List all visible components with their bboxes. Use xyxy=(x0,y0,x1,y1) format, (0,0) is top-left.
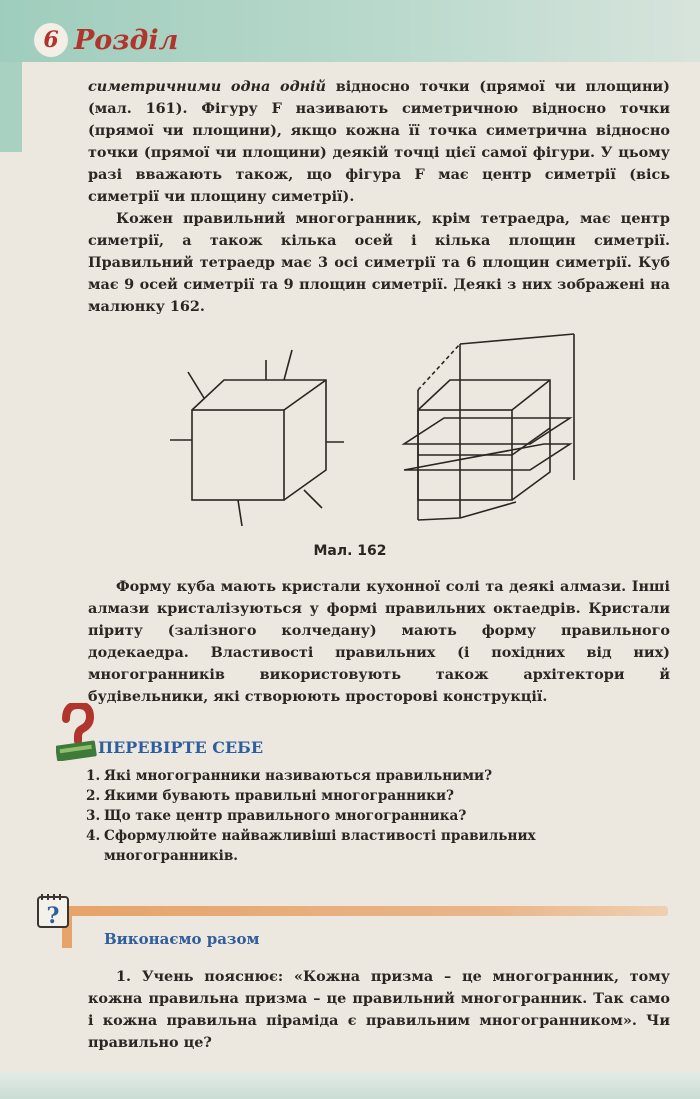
question-number: 3. xyxy=(86,808,101,824)
paragraph-3: Форму куба мають кристали кухонної солі та деякі алмази. Інші алмази кристалізуються у формі правильних октаедрів. Кристали піриту (залізного колчедану) мають форму правильного додекаедра. Властивості правильних (і похідних від них) многогранників використовують також архітектори й будівельники, які створюють просторові конструкції. xyxy=(88,578,670,705)
svg-text:?: ? xyxy=(46,903,60,929)
paragraph-1-text: відносно точки (прямої чи площини) (мал. 161). Фігуру F називають симетричною відносно точки (прямої чи площини), якщо кожна її точка симетрична відносно точки (прямої чи площини) деякій точці цієї самої фігури. У цьому разі вважають також, що фігура F має центр симетрії (вісь симетрії чи площину симетрії). xyxy=(88,78,670,205)
question-text: Які многогранники називаються правильними? xyxy=(104,768,493,784)
work-together-task: 1. Учень пояснює: «Кожна призма – це многогранник, тому кожна правильна призма – це правильний многогранник. Так само і кожна правильна піраміда є правильним многогранником». Чи правильно це? xyxy=(88,968,670,1051)
paragraph-2: Кожен правильний многогранник, крім тетраедра, має центр симетрії, а також кілька осей і кілька площин симетрії. Правильний тетраедр має 3 осі симетрії та 6 площин симетрії. Куб має 9 осей симетрії та 9 площин симетрії. Деякі з них зображені на малюнку 162. xyxy=(88,210,670,315)
side-band xyxy=(0,62,22,152)
question-number: 1. xyxy=(86,768,101,784)
paragraph-1 xyxy=(88,76,670,208)
question-text: Сформулюйте найважливіші властивості правильних многогранників. xyxy=(104,828,536,864)
chapter-mark xyxy=(34,18,178,62)
self-check-questions xyxy=(86,766,670,866)
chapter-word: Розділ xyxy=(74,24,179,56)
task-question-icon xyxy=(34,893,74,931)
question-number: 2. xyxy=(86,788,101,804)
question-item xyxy=(86,786,670,806)
question-item xyxy=(86,766,670,786)
chapter-number: 6 xyxy=(34,23,68,57)
question-item xyxy=(86,806,670,826)
section-divider-bar xyxy=(62,906,668,916)
question-text: Якими бувають правильні многогранники? xyxy=(104,788,455,804)
self-check-title: ПЕРЕВІРТЕ СЕБЕ xyxy=(98,738,264,757)
question-mark-icon xyxy=(56,703,100,761)
cube-axes-drawing xyxy=(170,350,344,526)
figure-162 xyxy=(160,330,590,540)
question-number: 4. xyxy=(86,828,101,844)
question-text: Що таке центр правильного многогранника? xyxy=(104,808,467,824)
paragraph-1-emphasis: симетричними одна одній xyxy=(88,78,327,95)
footer-band xyxy=(0,1072,700,1099)
question-item xyxy=(86,826,670,866)
work-together-title: Виконаємо разом xyxy=(104,930,260,948)
figure-caption: Мал. 162 xyxy=(313,543,387,559)
cube-planes-drawing xyxy=(404,334,574,520)
